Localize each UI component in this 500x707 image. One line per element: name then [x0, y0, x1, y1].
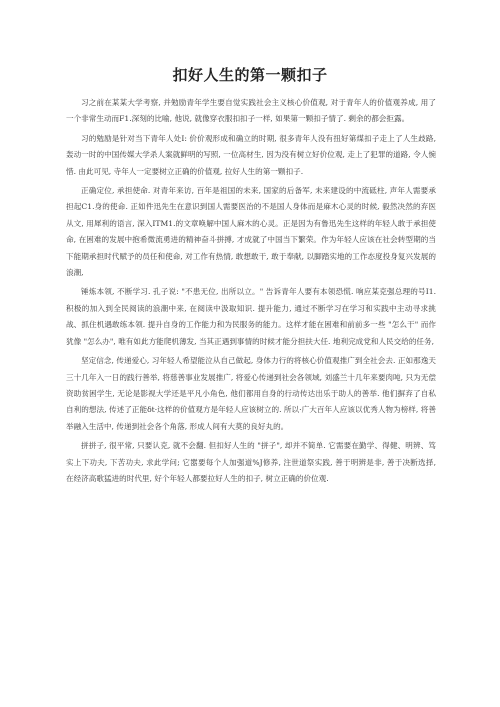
paragraph-5: 坚定信念, 传递爱心, 习年轻人希望能泣从自己做起, 身体力行的将核心价值观推广到全社会去. 正如那逸天三十几年入一日的践行善举, 将慈善事业发展推广, 将爱心传递到社会各领域, 刘盛兰十几年来要肉吨, 只为无偿资助贫困学生, 无论是影视大学还是平凡小角色, 他们都用自身的行动传达出乐于助人的善举. 他们摒弃了自私自利的想法, 传述了正能δt·这样的价值观方是年轻人应该树立的. 所以·广大百年人应该以优秀人物为榜样, 将善举融入生活中, 传递到社会各个角落, 形成人间有大莫的良好丸的。 [66, 356, 436, 431]
document-body [66, 95, 436, 490]
paragraph-4: 锤炼本领, 不断学习. 孔子说: "不患无位, 出所以立。" 告诉青年人要有本领恐慌. 响应某克强总理的号I1.积极的加入到全民阅读的浪潮中来, 在阅读中汲取知识. 提升能力, 通过不断学习在学习和实践中主动寻求挑战、抓住机遇敢练本领. 提升自身的工作能力和为民服务的能力。这样才能在困难和前前多一些 "怎么干" 而作犹像 "怎么办", 唯有如此方能爬机薄发, 当其正遇到事情的时候才能分担扶大任. 地利完成党和人民交给的任务, [66, 287, 436, 346]
paragraph-6: 拼拼子, 很平常, 只要认克, 就不会翻. 但扣好人生的 "拼子", 却并不简单. 它需要在勤学、得健、明辨、笃实上下功夫, 下苦功夫, 求此学问; 它嚣要每个人加强道%J修养, 注世道祭实践, 善于明辨是非, 善于决断选择, 在经济高歌猛进的时代里, 好个年轻人都要拉好人生的扣子, 树立正确的价位观. [66, 441, 436, 483]
paragraph-3: 正确定位, 承担使命. 对青年来访, 百年是祖国的未来, 国家的后备军, 未来建设的中流砥柱, 声年人需要承担起C1.身的使命. 正如件迅先生在意识到国人需要医治的不是国人身体而是麻木心灵的时候, 毅然决然的弃医从文, 用犀利的语言, 深入ITM1.的文章唤解中国人麻木的心灵。正是因为有鲁迅先生这样的年轻人敢于承担使命, 在困难的发展中抱希微流勇进的精神奋斗拼搏, 才成就了中国当下繁荣。作为年轻人应该在社会转型期的当下能期承担时代赋予的员任和使命, 对工作有热情, 敢想敢干, 敢于奉献, 以脚踏实地的工作态度投身复兴发展的浪潮, [66, 186, 436, 278]
page-title: 扣好人生的第一颗扣子 [172, 66, 328, 84]
paragraph-2: 习的勉励是针对当下青年人处I: 价价观形成和确立的时期, 很多青年人没有扭好第煤扣子走上了人生歧路, 轰动一时的中国传媒大学杀人案就鲜明的写照, 一位高材生, 因为没有树立好价位观, 走上了犯罪的道路, 令人惋惜. 由此可见, 寺年人一定要树立正确的价值观, 拉好人生的第一颗扣子. [66, 133, 436, 176]
paragraph-1: 习之前在某某大学考察, 并勉励青年学生要自觉实践社会主义核心价值观, 对于青年人的价值观养成, 用了一个非常生动而F1.深刻的比喻, 他说, 就像穿衣服扣扣子一样, 如果第一颗扣子情了. 剩余的都会拒露。 [66, 98, 436, 124]
